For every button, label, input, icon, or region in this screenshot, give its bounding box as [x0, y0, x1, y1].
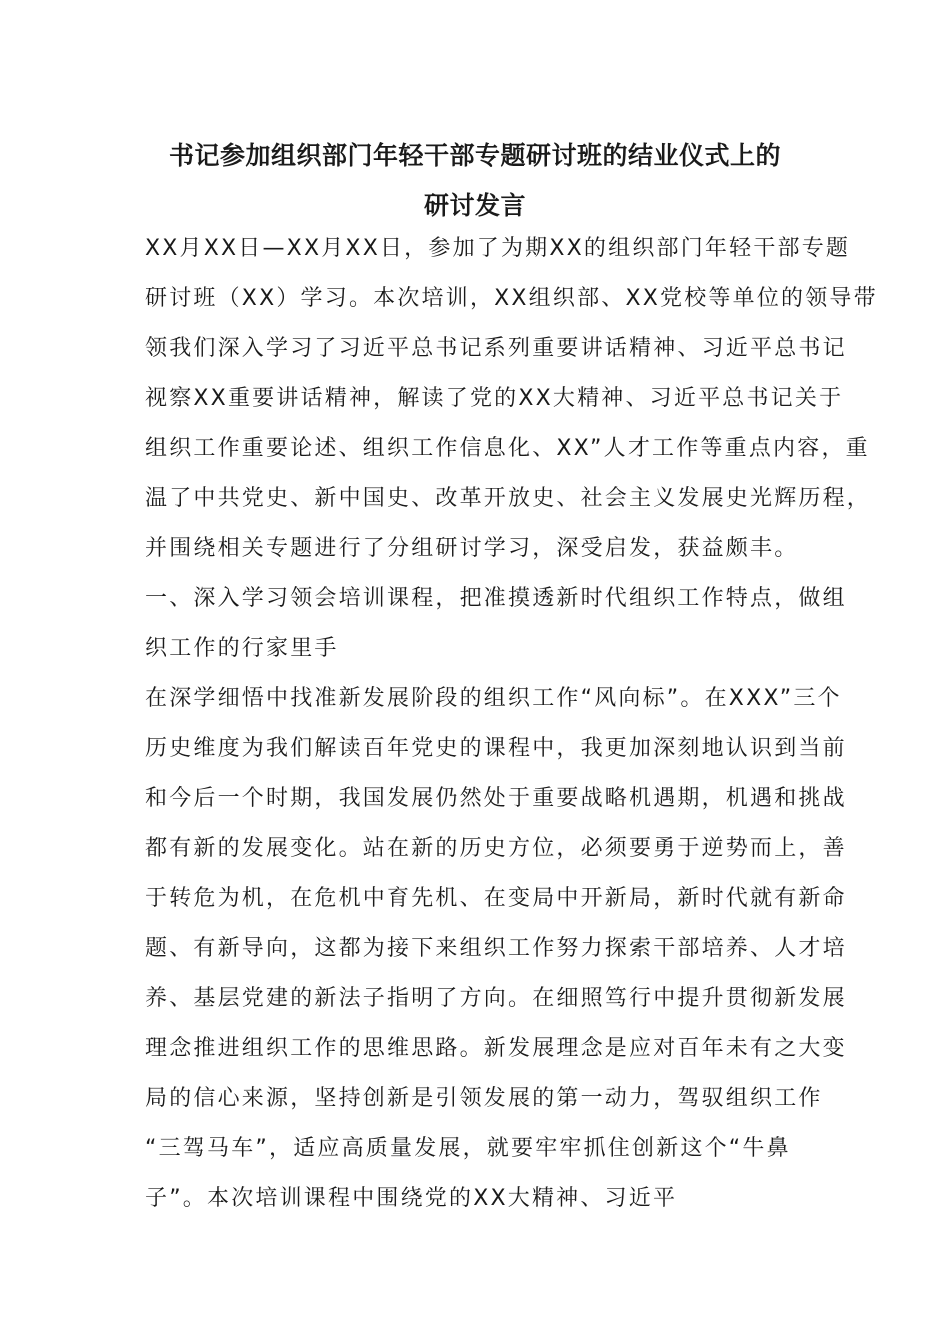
body-line: 在深学细悟中找准新发展阶段的组织工作“风向标”。在XXX”三个	[145, 686, 842, 711]
body-line: 和今后一个时期，我国发展仍然处于重要战略机遇期，机遇和挑战	[145, 786, 847, 811]
body-line: 理念推进组织工作的思维思路。新发展理念是应对百年未有之大变	[145, 1036, 847, 1061]
body-line: 历史维度为我们解读百年党史的课程中，我更加深刻地认识到当前	[145, 736, 847, 761]
body-line: 子”。本次培训课程中围绕党的XX大精神、习近平	[145, 1186, 678, 1211]
body-line: 都有新的发展变化。站在新的历史方位，必须要勇于逆势而上，善	[145, 836, 847, 861]
body-line: 局的信心来源，坚持创新是引领发展的第一动力，驾驭组织工作	[145, 1086, 823, 1111]
body-line: 养、基层党建的新法子指明了方向。在细照笃行中提升贯彻新发展	[145, 986, 847, 1011]
document-title-line-2: 研讨发言	[423, 191, 526, 220]
body-line: XX月XX日—XX月XX日，参加了为期XX的组织部门年轻干部专题	[145, 236, 851, 261]
body-line: 温了中共党史、新中国史、改革开放史、社会主义发展史光辉历程，	[145, 486, 872, 511]
body-line: 题、有新导向，这都为接下来组织工作努力探索干部培养、人才培	[145, 936, 847, 961]
body-line: 并围绕相关专题进行了分组研讨学习，深受启发，获益颇丰。	[145, 536, 799, 561]
body-line: 领我们深入学习了习近平总书记系列重要讲话精神、习近平总书记	[145, 336, 847, 361]
body-line: “三驾马车”，适应高质量发展，就要牢牢抓住创新这个“牛鼻	[145, 1136, 791, 1161]
document-title-line-1: 书记参加组织部门年轻干部专题研讨班的结业仪式上的	[168, 141, 781, 170]
body-line: 视察XX重要讲话精神，解读了党的XX大精神、习近平总书记关于	[145, 386, 844, 411]
body-line: 于转危为机，在危机中育先机、在变局中开新局，新时代就有新命	[145, 886, 847, 911]
body-line: 研讨班（XX）学习。本次培训，XX组织部、XX党校等单位的领导带	[145, 286, 878, 311]
section-heading-line-1: 一、深入学习领会培训课程，把准摸透新时代组织工作特点，做组	[145, 586, 847, 611]
section-heading-line-2: 织工作的行家里手	[145, 636, 339, 661]
body-line: 组织工作重要论述、组织工作信息化、XX”人才工作等重点内容，重	[145, 436, 870, 461]
